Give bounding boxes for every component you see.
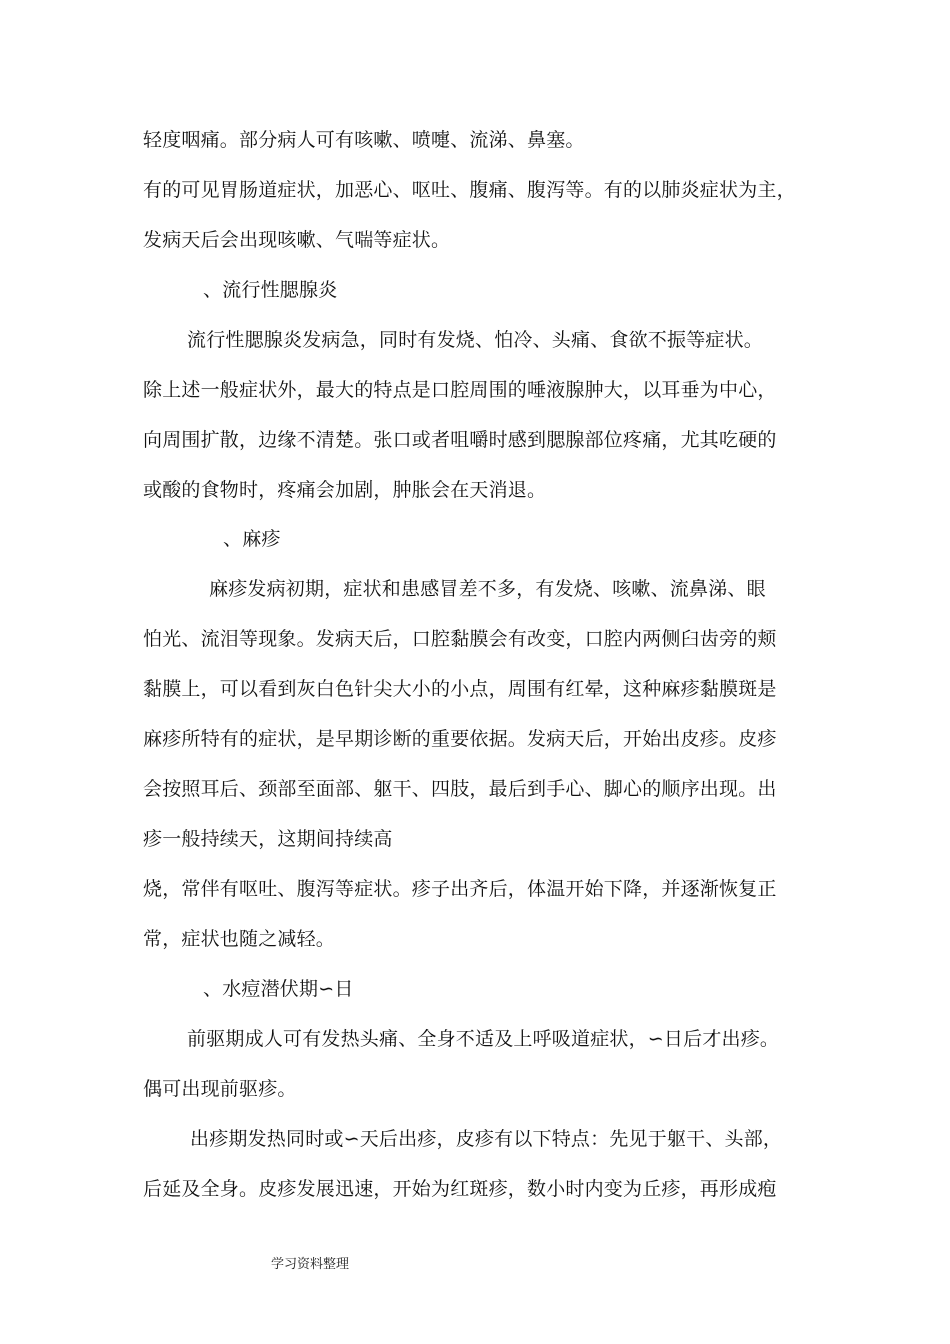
section-heading: 、麻疹 <box>223 528 281 550</box>
text-line: 轻度咽痛。部分病人可有咳嗽、喷嚏、流涕、鼻塞。 <box>143 129 585 151</box>
section-heading: 、流行性腮腺炎 <box>203 279 338 301</box>
page-footer: 学习资料整理 <box>271 1257 350 1272</box>
text-line: 流行性腮腺炎发病急，同时有发烧、怕冷、头痛、食欲不振等症状。 <box>187 329 764 351</box>
text-line: 或酸的食物时，疼痛会加剧，肿胀会在天消退。 <box>143 479 547 501</box>
text-line: 麻疹所特有的症状，是早期诊断的重要依据。发病天后，开始出皮疹。皮疹 <box>143 728 777 750</box>
text-line: 除上述一般症状外，最大的特点是口腔周围的唾液腺肿大，以耳垂为中心， <box>143 379 777 401</box>
text-line: 黏膜上，可以看到灰白色针尖大小的小点，周围有红晕，这种麻疹黏膜斑是 <box>143 678 777 700</box>
section-heading: 、水痘潜伏期∽日 <box>203 978 354 1000</box>
text-line: 麻疹发病初期，症状和患感冒差不多，有发烧、咳嗽、流鼻涕、眼 <box>209 578 766 600</box>
text-line: 向周围扩散，边缘不清楚。张口或者咀嚼时感到腮腺部位疼痛，尤其吃硬的 <box>143 429 777 451</box>
text-line: 发病天后会出现咳嗽、气喘等症状。 <box>143 229 451 251</box>
text-line: 疹一般持续天，这期间持续高 <box>143 828 393 850</box>
text-line: 怕光、流泪等现象。发病天后，口腔黏膜会有改变，口腔内两侧臼齿旁的颊 <box>143 628 777 650</box>
text-line: 前驱期成人可有发热头痛、全身不适及上呼吸道症状，∽日后才出疹。 <box>187 1028 780 1050</box>
text-line: 常，症状也随之减轻。 <box>143 928 336 950</box>
text-line: 会按照耳后、颈部至面部、躯干、四肢，最后到手心、脚心的顺序出现。出 <box>143 778 777 800</box>
text-line: 有的可见胃肠道症状，加恶心、呕吐、腹痛、腹泻等。有的以肺炎症状为主， <box>143 179 796 201</box>
text-line: 烧，常伴有呕吐、腹泻等症状。疹子出齐后，体温开始下降，并逐渐恢复正 <box>143 878 777 900</box>
text-line: 偶可出现前驱疹。 <box>143 1078 297 1100</box>
text-line: 出疹期发热同时或∽天后出疹，皮疹有以下特点：先见于躯干、头部， <box>190 1128 783 1150</box>
text-line: 后延及全身。皮疹发展迅速，开始为红斑疹，数小时内变为丘疹，再形成疱 <box>143 1178 777 1200</box>
